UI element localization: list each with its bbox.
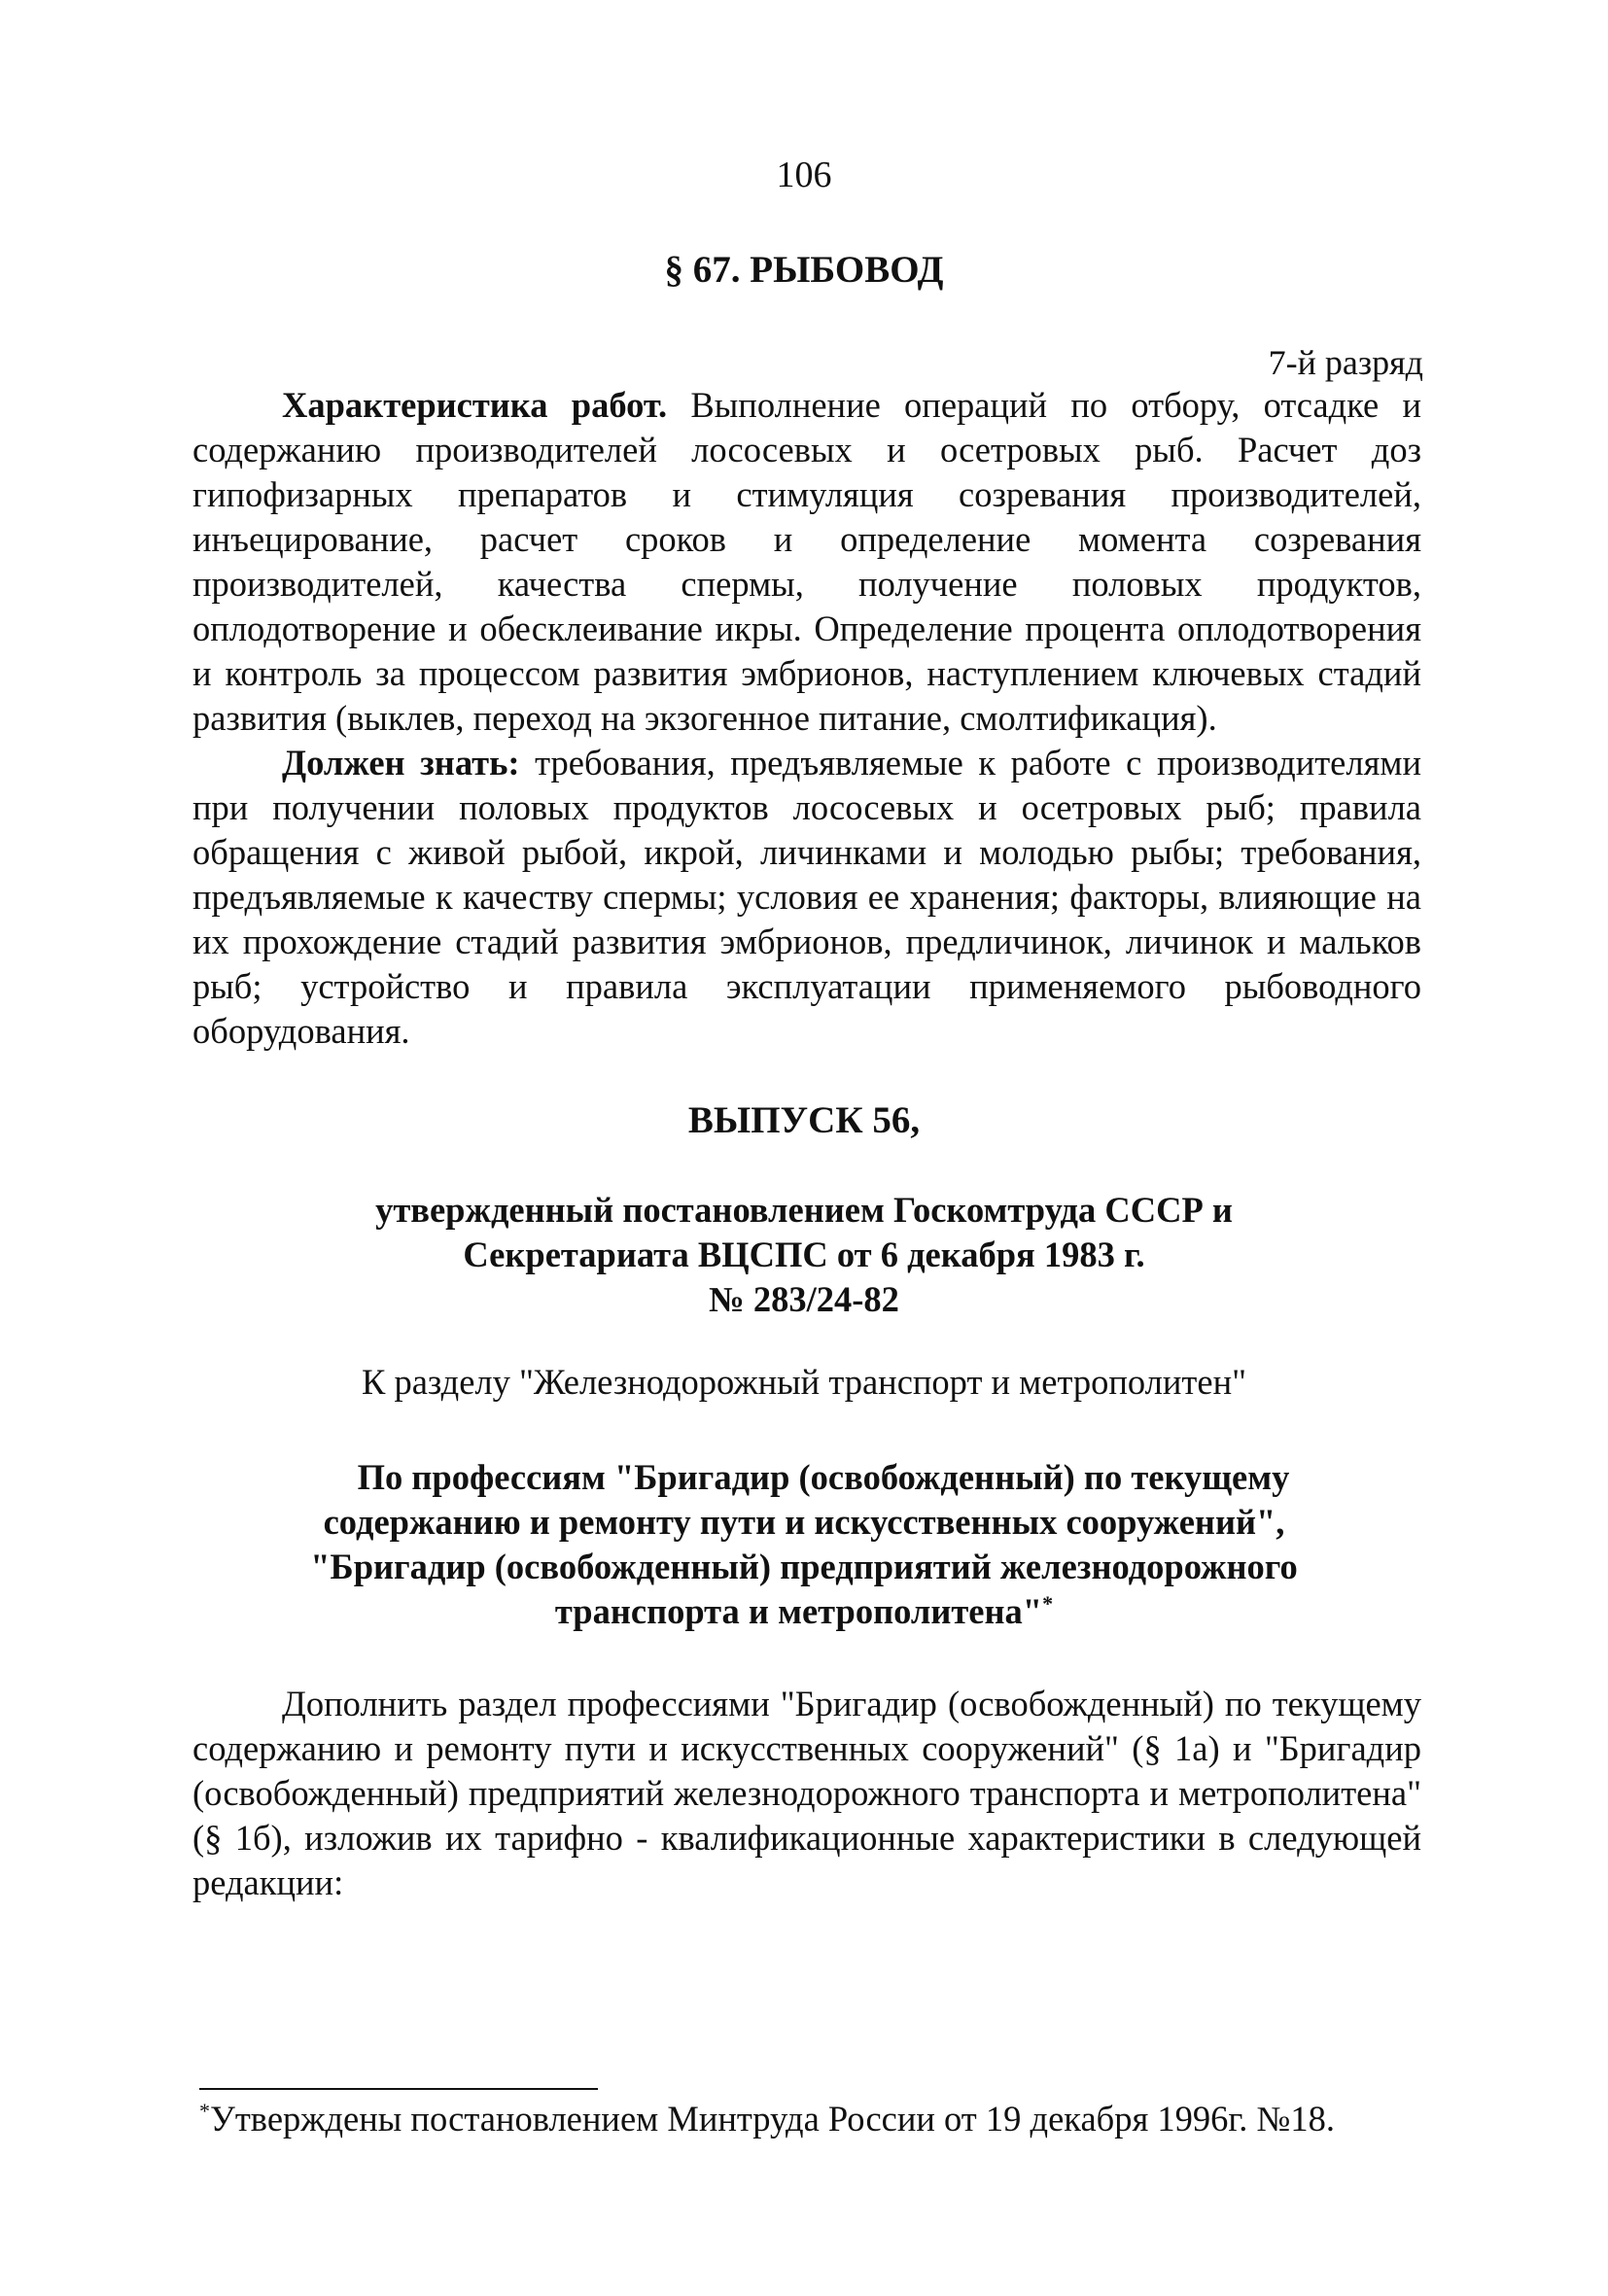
must-know-text: требования, предъявляемые к работе с производителями при получении половых продуктов лососевых и осетровых рыб; правила обращения с живой рыбой, икрой, личинками и молодью рыбы; требования, предъявляемые к качеству спермы; условия ее хранения; факторы, влияющие на их прохождение стадий развития эмбрионов, предличинок, личинок и мальков рыб; устройство и правила эксплуатации применяемого рыбоводного оборудования.: [192, 743, 1422, 1051]
approval-line: утвержденный постановлением Госкомтруда СССР и: [375, 1190, 1233, 1230]
section-reference: К разделу "Железнодорожный транспорт и метрополитен": [361, 1362, 1247, 1402]
footnote: [199, 2098, 1335, 2139]
footnote-marker: *: [199, 2098, 210, 2123]
footnote-divider: [199, 2088, 598, 2090]
must-know-label: Должен знать:: [282, 743, 520, 783]
footnote-marker: *: [1042, 1590, 1054, 1616]
professions-line: По профессиям "Бригадир (освобожденный) по текущему: [357, 1457, 1290, 1497]
professions-line: содержанию и ремонту пути и искусственных сооружений",: [323, 1502, 1285, 1542]
professions-heading: [0, 1455, 1608, 1634]
issue-title: ВЫПУСК 56,: [687, 1099, 921, 1141]
must-know-paragraph: [192, 741, 1421, 1054]
professions-line-last: [0, 1589, 1608, 1634]
page-number: 106: [776, 155, 832, 195]
professions-line: "Бригадир (освобожденный) предприятий железнодорожного: [310, 1547, 1298, 1586]
footnote-text: Утверждены постановлением Минтруда России от 19 декабря 1996г. №18.: [210, 2099, 1335, 2139]
approval-line: № 283/24-82: [709, 1279, 899, 1319]
rank-label: 7-й разряд: [1268, 343, 1423, 382]
approval-line: Секретариата ВЦСПС от 6 декабря 1983 г.: [463, 1235, 1145, 1274]
section-title: § 67. РЫБОВОД: [664, 249, 944, 291]
characteristics-label: Характеристика работ.: [282, 385, 668, 425]
approval-block: [0, 1188, 1608, 1322]
characteristics-text: Выполнение операций по отбору, отсадке и содержанию производителей лососевых и осетровых рыб. Расчет доз гипофизарных препаратов и стимуляция созревания производителей, инъецирование, расчет сроков и определение момента созревания производителей, качества спермы, получение половых продуктов, оплодотворение и обесклеивание икры. Определение процента оплодотворения и контроль за процессом развития эмбрионов, наступлением ключевых стадий развития (выклев, переход на экзогенное питание, смолтификация).: [192, 385, 1422, 738]
characteristics-paragraph: [192, 383, 1421, 741]
professions-line-text: транспорта и метрополитена": [554, 1591, 1043, 1631]
addition-paragraph: Дополнить раздел профессиями "Бригадир (освобожденный) по текущему содержанию и ремонту пути и искусственных сооружений" (§ 1а) и "Бригадир (освобожденный) предприятий железнодорожного транспорта и метрополитена" (§ 1б), изложив их тарифно - квалификационные характеристики в следующей редакции:: [192, 1684, 1421, 1902]
